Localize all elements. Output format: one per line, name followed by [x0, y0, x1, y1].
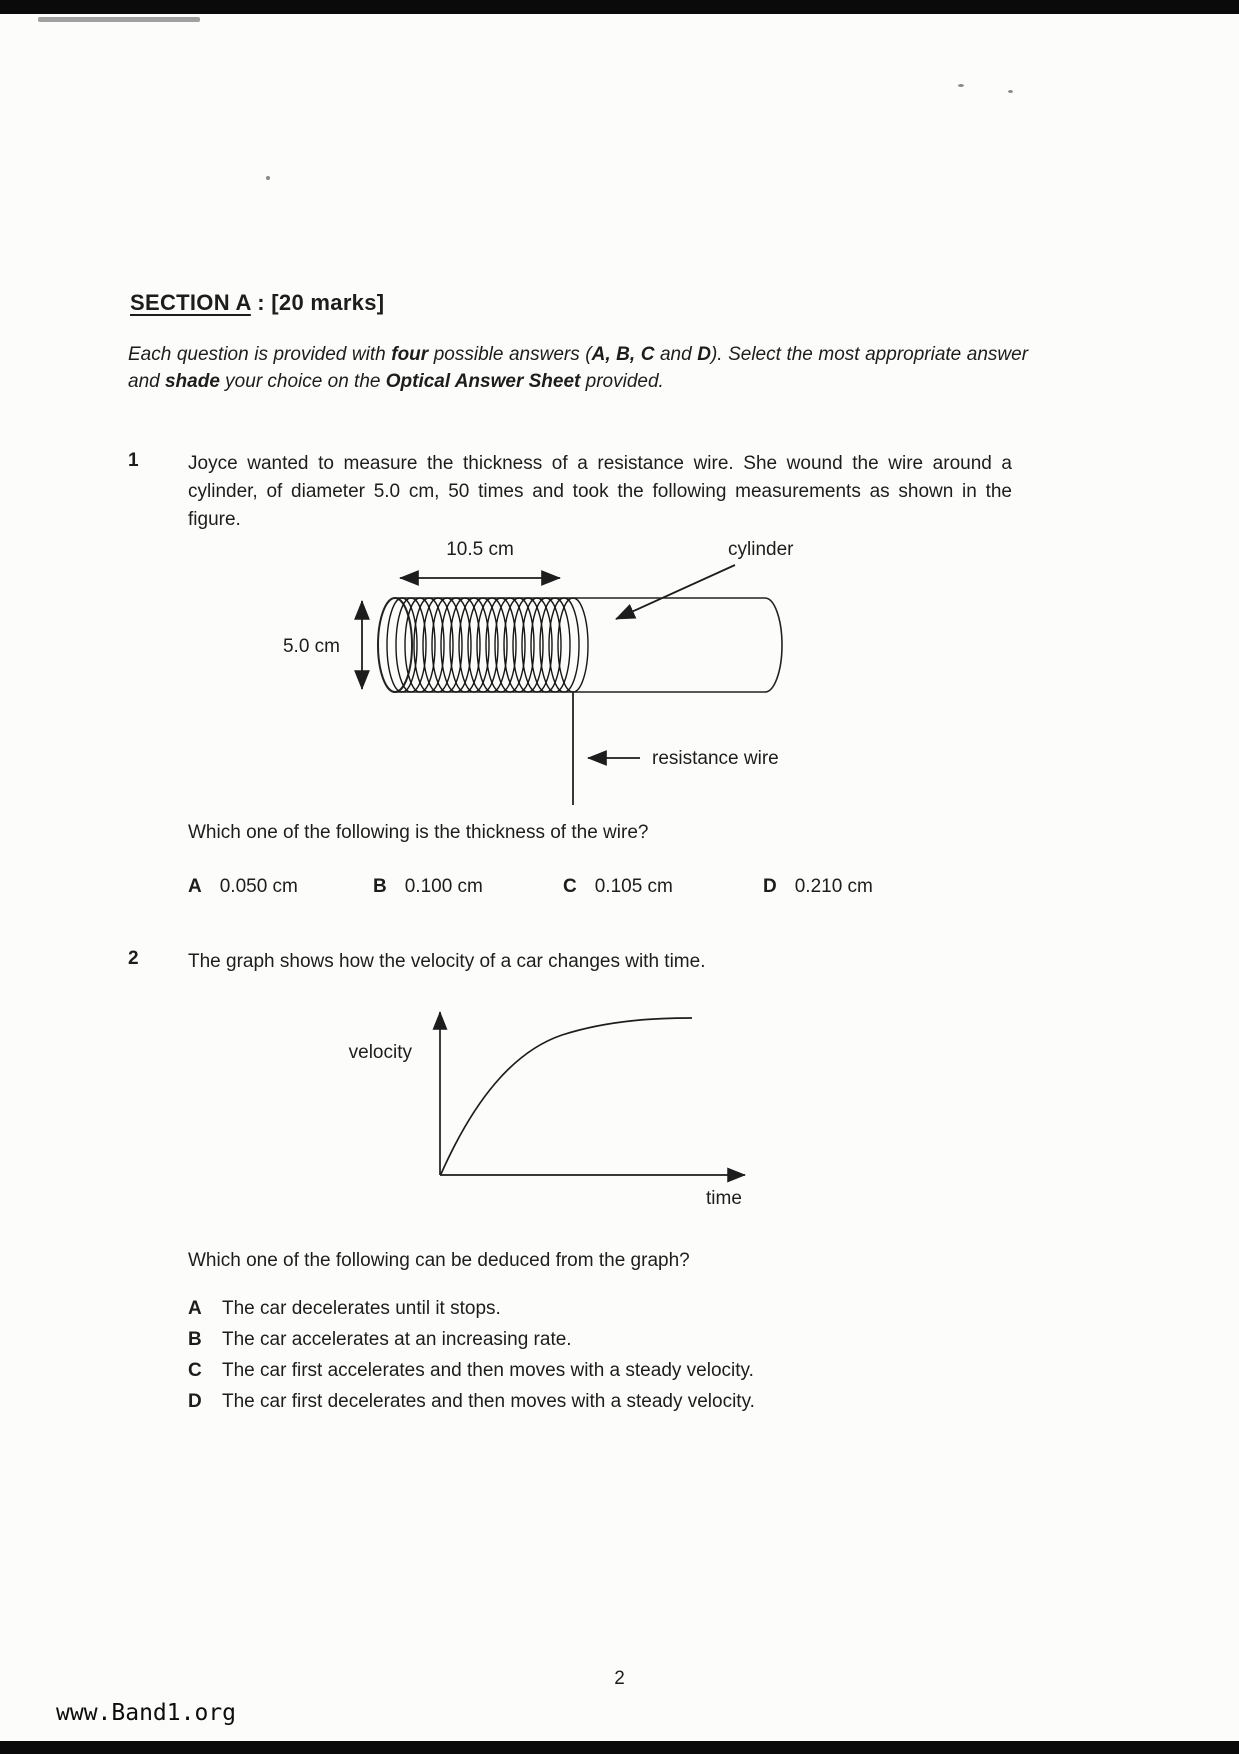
cylinder-label: cylinder: [728, 539, 794, 560]
scan-speck: [1008, 90, 1013, 93]
section-instructions: [128, 341, 1028, 395]
question-2-prompt: Which one of the following can be deduced from the graph?: [188, 1250, 690, 1271]
option-text: The car decelerates until it stops.: [222, 1298, 501, 1319]
question-number: 2: [128, 948, 139, 969]
question-1-figure: [190, 533, 1090, 823]
option-c: [563, 876, 763, 898]
option-value: 0.210 cm: [794, 876, 873, 897]
question-2-graph: [340, 992, 840, 1232]
option-text: The car accelerates at an increasing rate.: [222, 1329, 572, 1350]
question-1-prompt: Which one of the following is the thickness of the wire?: [188, 822, 649, 843]
wire-coil: [387, 598, 588, 692]
question-2-options: [188, 1296, 755, 1415]
question-1: [128, 450, 1012, 534]
option-value: 0.105 cm: [594, 876, 673, 897]
page-number: 2: [614, 1668, 625, 1689]
question-number: 1: [128, 450, 139, 471]
question-1-options: [188, 876, 988, 898]
option-letter: C: [188, 1360, 202, 1381]
section-heading: [130, 290, 384, 316]
option-letter: B: [188, 1329, 202, 1350]
question-text: Joyce wanted to measure the thickness of a resistance wire. She wound the wire around a cylinder, of diameter 5.0 cm, 50 times and took the following measurements as shown in the figure.: [188, 453, 1012, 530]
scan-edge-bar-bottom: [0, 1741, 1239, 1754]
option-letter: D: [188, 1391, 202, 1412]
instruction-segment: possible answers (: [428, 344, 592, 365]
option-letter: A: [188, 876, 202, 897]
cylinder-pointer-arrow: [616, 565, 735, 619]
width-label: 10.5 cm: [446, 539, 514, 560]
option-value: 0.050 cm: [219, 876, 298, 897]
instruction-segment: D: [697, 344, 711, 365]
option-text: The car first decelerates and then moves with a steady velocity.: [222, 1391, 755, 1412]
option-letter: D: [763, 876, 777, 897]
velocity-curve: [441, 1018, 692, 1174]
option-value: 0.100 cm: [404, 876, 483, 897]
wire-label: resistance wire: [652, 748, 779, 769]
diameter-label: 5.0 cm: [282, 636, 340, 657]
section-heading-rest: : [20 marks]: [250, 290, 385, 315]
watermark-url: www.Band1.org: [56, 1700, 237, 1726]
instruction-segment: Each question is provided with: [128, 344, 392, 365]
scan-speck: [958, 84, 964, 87]
option-d: [763, 876, 988, 898]
x-axis-label: time: [706, 1188, 742, 1209]
y-axis-label: velocity: [348, 1042, 412, 1063]
option-letter: B: [373, 876, 387, 897]
instruction-segment: your choice on the: [219, 371, 386, 392]
question-text: The graph shows how the velocity of a car changes with time.: [188, 951, 706, 972]
cylinder-drawing: [378, 598, 782, 692]
option-letter: C: [563, 876, 577, 897]
scan-speck: [266, 176, 270, 180]
option-text: The car first accelerates and then moves with a steady velocity.: [222, 1360, 754, 1381]
instruction-segment: A, B, C: [591, 344, 655, 365]
option-b: [373, 876, 563, 898]
instruction-segment: Optical Answer Sheet: [385, 371, 581, 392]
section-heading-underlined: SECTION A: [130, 290, 251, 315]
question-2: [128, 948, 1012, 976]
scan-streak: [38, 17, 200, 22]
instruction-segment: ). Select the most appropriate answer and: [128, 344, 1029, 392]
scan-edge-bar-top: [0, 0, 1239, 14]
option-letter: A: [188, 1298, 202, 1319]
instruction-segment: and: [654, 344, 698, 365]
instruction-segment: provided.: [580, 371, 664, 392]
instruction-segment: shade: [164, 371, 220, 392]
option-a: [188, 876, 373, 898]
instruction-segment: four: [391, 344, 429, 365]
